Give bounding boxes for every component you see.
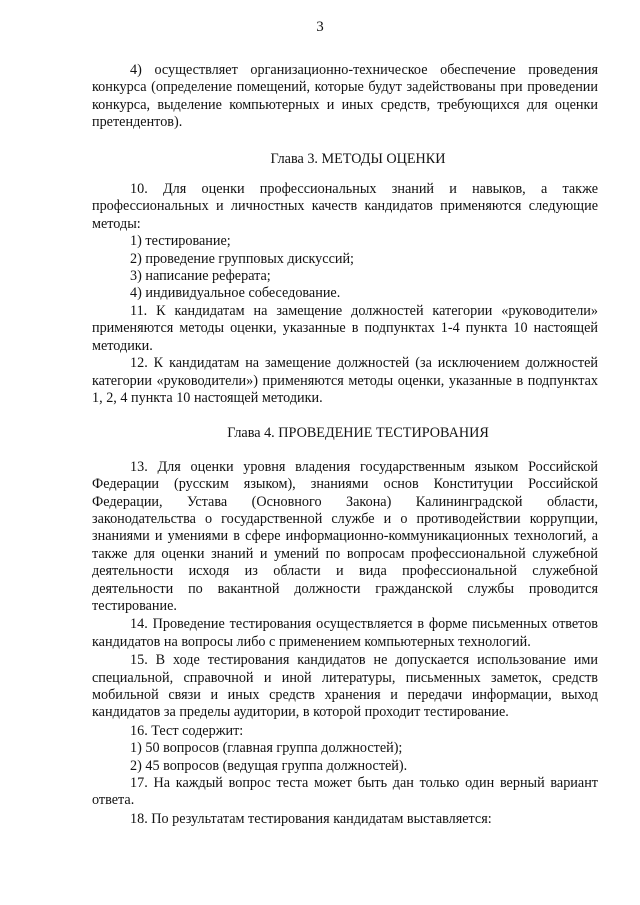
paragraph-4: 4) осуществляет организационно-техническое обеспечение проведения конкурса (определение помещений, которые будут задействованы при проведении конкурса, выделение компьютерных и иных средств, требующихся для оценки претендентов). — [92, 62, 598, 131]
test-list — [92, 740, 598, 775]
paragraph-17: 17. На каждый вопрос теста может быть дан только один верный вариант ответа. — [92, 775, 598, 809]
paragraph-18: 18. По результатам тестирования кандидатам выставляется: — [130, 810, 492, 827]
paragraph-11: 11. К кандидатам на замещение должностей категории «руководители» применяются методы оценки, указанные в подпунктах 1-4 пункта 10 настоящей методики. — [92, 302, 598, 354]
methods-list — [92, 233, 598, 303]
list-item: 4) индивидуальное собеседование. — [130, 285, 341, 302]
list-item: 2) проведение групповых дискуссий; — [130, 250, 354, 267]
list-item: 1) 50 вопросов (главная группа должностей); — [130, 740, 403, 757]
chapter-3-heading: Глава 3. МЕТОДЫ ОЦЕНКИ — [270, 150, 446, 167]
paragraph-12: 12. К кандидатам на замещение должностей (за исключением должностей категории «руководители») применяются методы оценки, указанные в подпунктах 1, 2, 4 пункта 10 настоящей методики. — [92, 355, 598, 406]
paragraph-13: 13. Для оценки уровня владения государственным языком Российской Федерации (русским языком), знаниями основ Конституции Российской Федерации, Устава (Основного Закона) Калининградской области, законодательства о государственной службе и о противодействии коррупции, знаниями и умениями в сфере информационно-коммуникационных технологий, а также для оценки знаний и умений по вопросам профессиональной служебной деятельности исходя из области и вида профессиональной служебной деятельности по вакантной должности гражданской службы проводится тестирование. — [92, 458, 598, 614]
page-number: 3 — [316, 19, 324, 35]
paragraph-14: 14. Проведение тестирования осуществляется в форме письменных ответов кандидатов на вопросы либо с применением компьютерных технологий. — [92, 616, 598, 650]
paragraph-16: 16. Тест содержит: — [130, 722, 244, 739]
paragraph-10: 10. Для оценки профессиональных знаний и навыков, а также профессиональных и личностных качеств кандидатов применяются следующие методы: — [92, 181, 598, 232]
chapter-4-heading: Глава 4. ПРОВЕДЕНИЕ ТЕСТИРОВАНИЯ — [227, 425, 489, 442]
paragraph-15: 15. В ходе тестирования кандидатов не допускается использование ими специальной, справочной и иной литературы, письменных заметок, средств мобильной связи и иных средств хранения и передачи информации, выход кандидатов за пределы аудитории, в которой проходит тестирование. — [92, 652, 598, 721]
list-item: 1) тестирование; — [130, 233, 231, 250]
list-item: 2) 45 вопросов (ведущая группа должностей). — [130, 757, 408, 774]
list-item: 3) написание реферата; — [130, 268, 271, 285]
document-body — [92, 62, 598, 828]
